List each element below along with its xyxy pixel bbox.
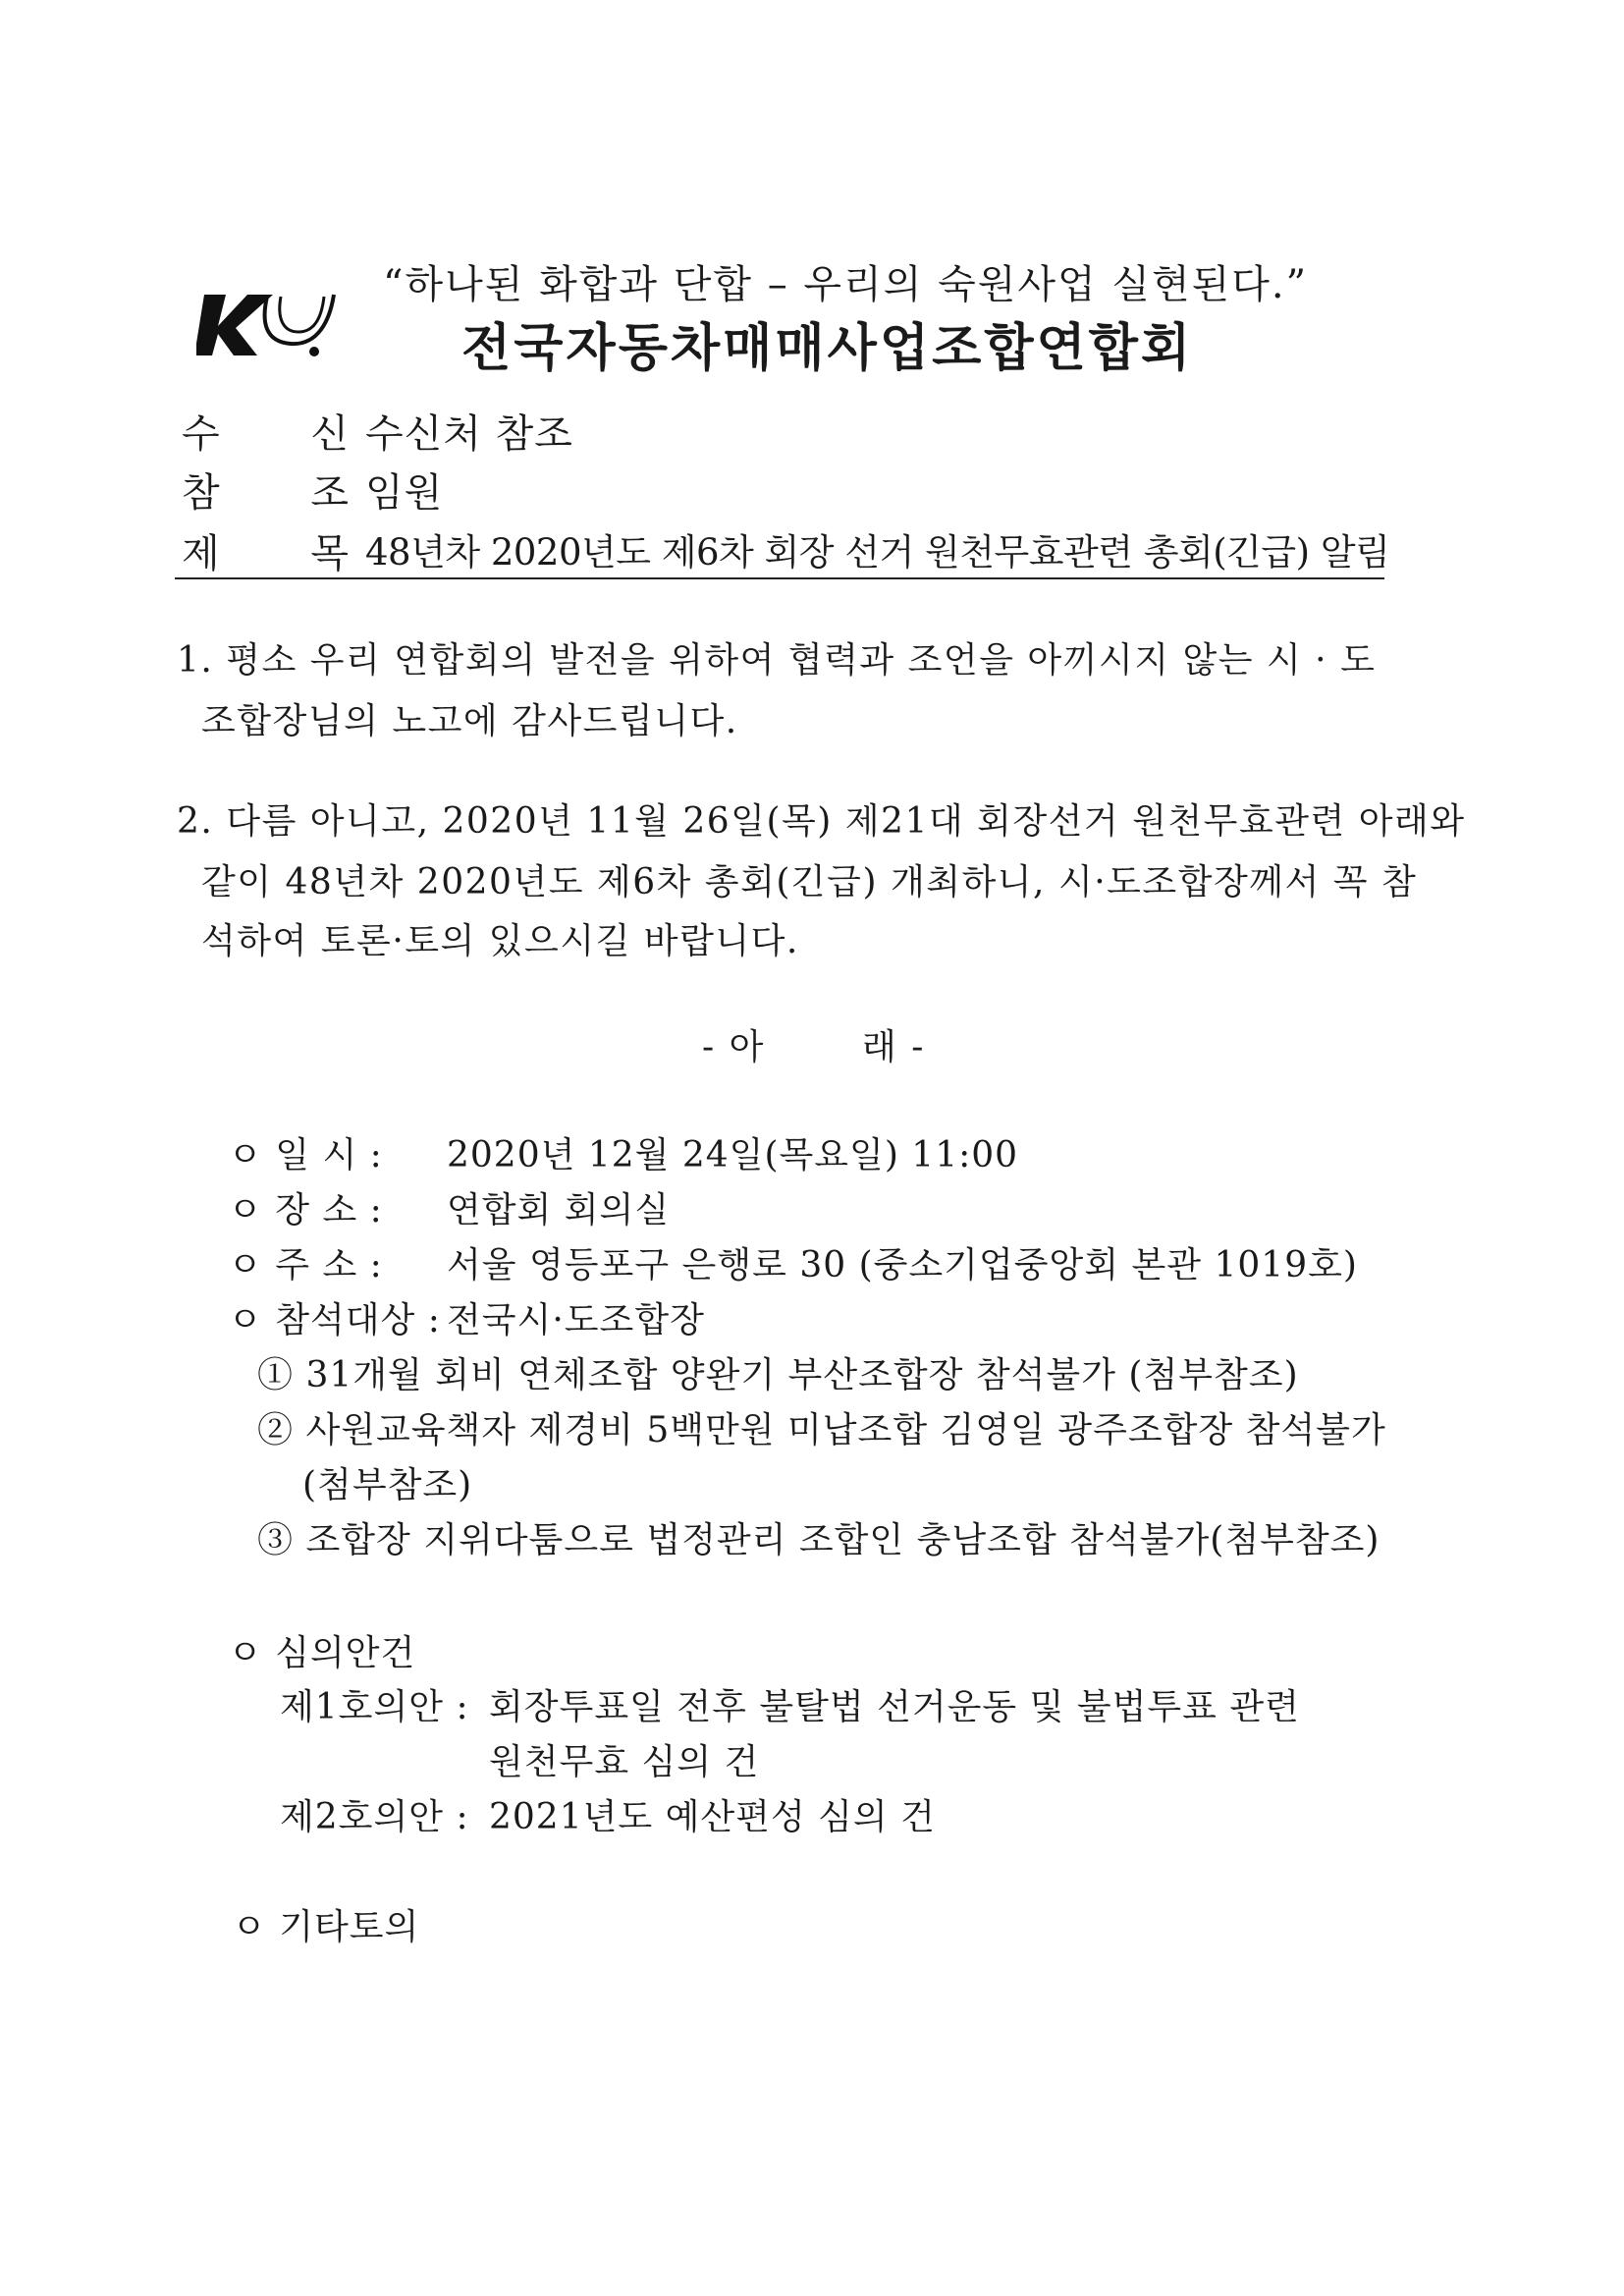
reference-value: 임원 <box>365 470 444 516</box>
organization-name: 전국자동차매매사업조합연합회 <box>461 318 1194 378</box>
organization-logo <box>196 285 344 363</box>
attendee-value: 전국시·도조합장 <box>447 1300 705 1340</box>
paragraph-1-line-1: 1. 평소 우리 연합회의 발전을 위하여 협력과 조언을 아끼시지 않는 시 · 도 <box>177 640 1377 681</box>
agenda-title: ㅇ 심의안건 <box>228 1633 416 1673</box>
place-value: 연합회 회의실 <box>447 1190 671 1230</box>
attendee-label: ㅇ 참석대상 : <box>228 1300 441 1340</box>
paragraph-2-line-3: 석하여 토론·토의 있으시길 바랍니다. <box>201 921 799 961</box>
place-label: ㅇ 장 소 : <box>228 1190 383 1230</box>
paragraph-1-line-2: 조합장님의 노고에 감사드립니다. <box>201 701 738 741</box>
attendee-note-2-line-2: (첨부참조) <box>302 1465 473 1505</box>
subject-label: 제 목 <box>182 531 388 576</box>
paragraph-2-line-2: 같이 48년차 2020년도 제6차 총회(긴급) 개최하니, 시·도조합장께서 꼭 참 <box>201 862 1418 902</box>
agenda-item-1-line-2: 원천무효 심의 건 <box>489 1742 760 1782</box>
agenda-item-2-label: 제2호의안 : <box>280 1797 469 1837</box>
slogan: “하나된 화합과 단합 – 우리의 숙원사업 실현된다.” <box>383 262 1309 307</box>
agenda-item-2-value: 2021년도 예산편성 심의 건 <box>489 1797 936 1837</box>
recipient-label: 수 신 <box>182 411 388 457</box>
date-value: 2020년 12월 24일(목요일) 11:00 <box>447 1135 1019 1175</box>
notice-heading-right: 래 - <box>862 1027 926 1067</box>
agenda-item-1-label: 제1호의안 : <box>280 1687 469 1727</box>
attendee-note-1: ① 31개월 회비 연체조합 양완기 부산조합장 참석불가 (첨부참조) <box>257 1355 1299 1395</box>
subject-value: 48년차 2020년도 제6차 회장 선거 원천무효관련 총회(긴급) 알림 <box>365 531 1390 574</box>
agenda-item-1-line-1: 회장투표일 전후 불탈법 선거운동 및 불법투표 관련 <box>489 1687 1300 1727</box>
paragraph-2-line-1: 2. 다름 아니고, 2020년 11월 26일(목) 제21대 회장선거 원천무효관련 아래와 <box>177 801 1466 842</box>
header-divider <box>175 577 1384 579</box>
recipient-value: 수신처 참조 <box>365 411 573 457</box>
notice-heading-left: - 아 <box>702 1027 766 1067</box>
reference-label: 참 조 <box>182 470 388 516</box>
attendee-note-3: ③ 조합장 지위다툼으로 법정관리 조합인 충남조합 참석불가(첨부참조) <box>257 1520 1380 1560</box>
address-value: 서울 영등포구 은행로 30 (중소기업중앙회 본관 1019호) <box>447 1245 1358 1285</box>
other-discussion: ㅇ 기타토의 <box>232 1907 420 1947</box>
date-label: ㅇ 일 시 : <box>228 1135 383 1175</box>
address-label: ㅇ 주 소 : <box>228 1245 383 1285</box>
attendee-note-2-line-1: ② 사원교육책자 제경비 5백만원 미납조합 김영일 광주조합장 참석불가 <box>257 1410 1386 1450</box>
